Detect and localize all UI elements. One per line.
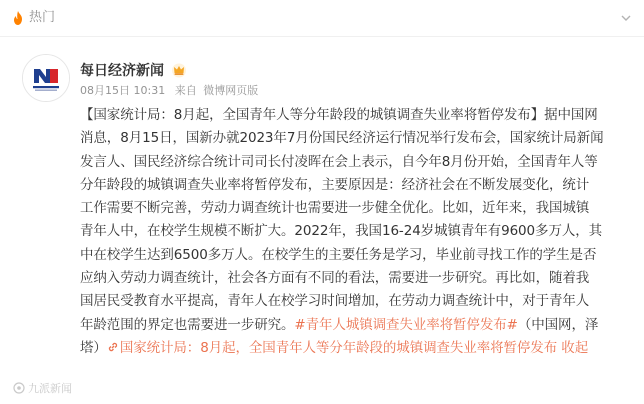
section-label: 热门 <box>29 10 56 25</box>
content-line <box>80 197 616 220</box>
hashtag-link[interactable]: #青年人城镇调查失业率将暂停发布# <box>294 316 518 333</box>
content-line <box>80 314 616 337</box>
content-text: 【国家统计局：8月起，全国青年人等分年龄段的城镇调查失业率将暂停发布】据中国网 <box>80 107 598 123</box>
content-line <box>80 244 616 267</box>
content-text: 年龄范围的界定也需要进一步研究。 <box>80 316 295 333</box>
watermark-text: 九派新闻 <box>28 382 72 395</box>
content-line <box>80 220 616 243</box>
content-text: 应纳入劳动力调查统计，社会各方面有不同的看法，需要进一步研究。再比如，随着我 <box>80 270 590 287</box>
nbd-logo-icon <box>23 55 69 101</box>
chevron-down-icon[interactable] <box>620 12 632 24</box>
post-date[interactable]: 08月15日 10:31 <box>80 84 166 97</box>
content-text: （中国网，泽 <box>517 316 599 333</box>
content-text: 国居民受教育水平提高，青年人在校学习时间增加，在劳动力调查统计中，对于青年人 <box>80 293 590 310</box>
content-line <box>80 151 616 174</box>
source-prefix: 来自 <box>174 84 197 97</box>
collapse-link[interactable]: 收起 <box>557 339 589 356</box>
article-link[interactable] <box>107 340 557 356</box>
post-source[interactable]: 微博网页版 <box>203 84 259 97</box>
content-text: 消息，8月15日，国新办就2023年7月份国民经济运行情况举行发布会，国家统计局新闻 <box>80 130 604 147</box>
content-text: 工作需要不断完善，劳动力调查统计也需要进一步健全优化。比如，近年来，我国城镇 <box>80 200 590 217</box>
content-text: 中在校学生达到6500多万人。在校学生的主要任务是学习，毕业前寻找工作的学生是否 <box>80 246 597 263</box>
watermark-logo-icon <box>12 382 26 394</box>
watermark <box>12 382 72 396</box>
post-content <box>80 104 616 360</box>
crown-icon[interactable] <box>171 62 187 78</box>
flame-icon <box>12 11 24 25</box>
content-text: 青年人中，在校学生规模不断扩大。2022年，我国16-24岁城镇青年有9600多万人，其 <box>80 223 603 240</box>
post-meta <box>80 84 264 98</box>
author-name[interactable]: 每日经济新闻 <box>80 63 164 79</box>
content-line <box>80 267 616 290</box>
link-icon <box>107 341 119 353</box>
content-line <box>80 290 616 313</box>
content-text: 分年龄段的城镇调查失业率将暂停发布，主要原因是：经济社会在不断发展变化，统计 <box>80 176 590 193</box>
avatar[interactable] <box>22 54 70 102</box>
card-header <box>0 0 644 37</box>
content-text: 塔） <box>80 339 107 356</box>
content-line <box>80 337 616 360</box>
content-line <box>80 174 616 197</box>
article-link-text[interactable]: 国家统计局：8月起，全国青年人等分年龄段的城镇调查失业率将暂停发布 <box>119 339 558 356</box>
content-text: 发言人、国民经济综合统计司司长付凌晖在会上表示，自今年8月份开始，全国青年人等 <box>80 153 598 170</box>
content-line <box>80 104 616 127</box>
content-line <box>80 127 616 150</box>
